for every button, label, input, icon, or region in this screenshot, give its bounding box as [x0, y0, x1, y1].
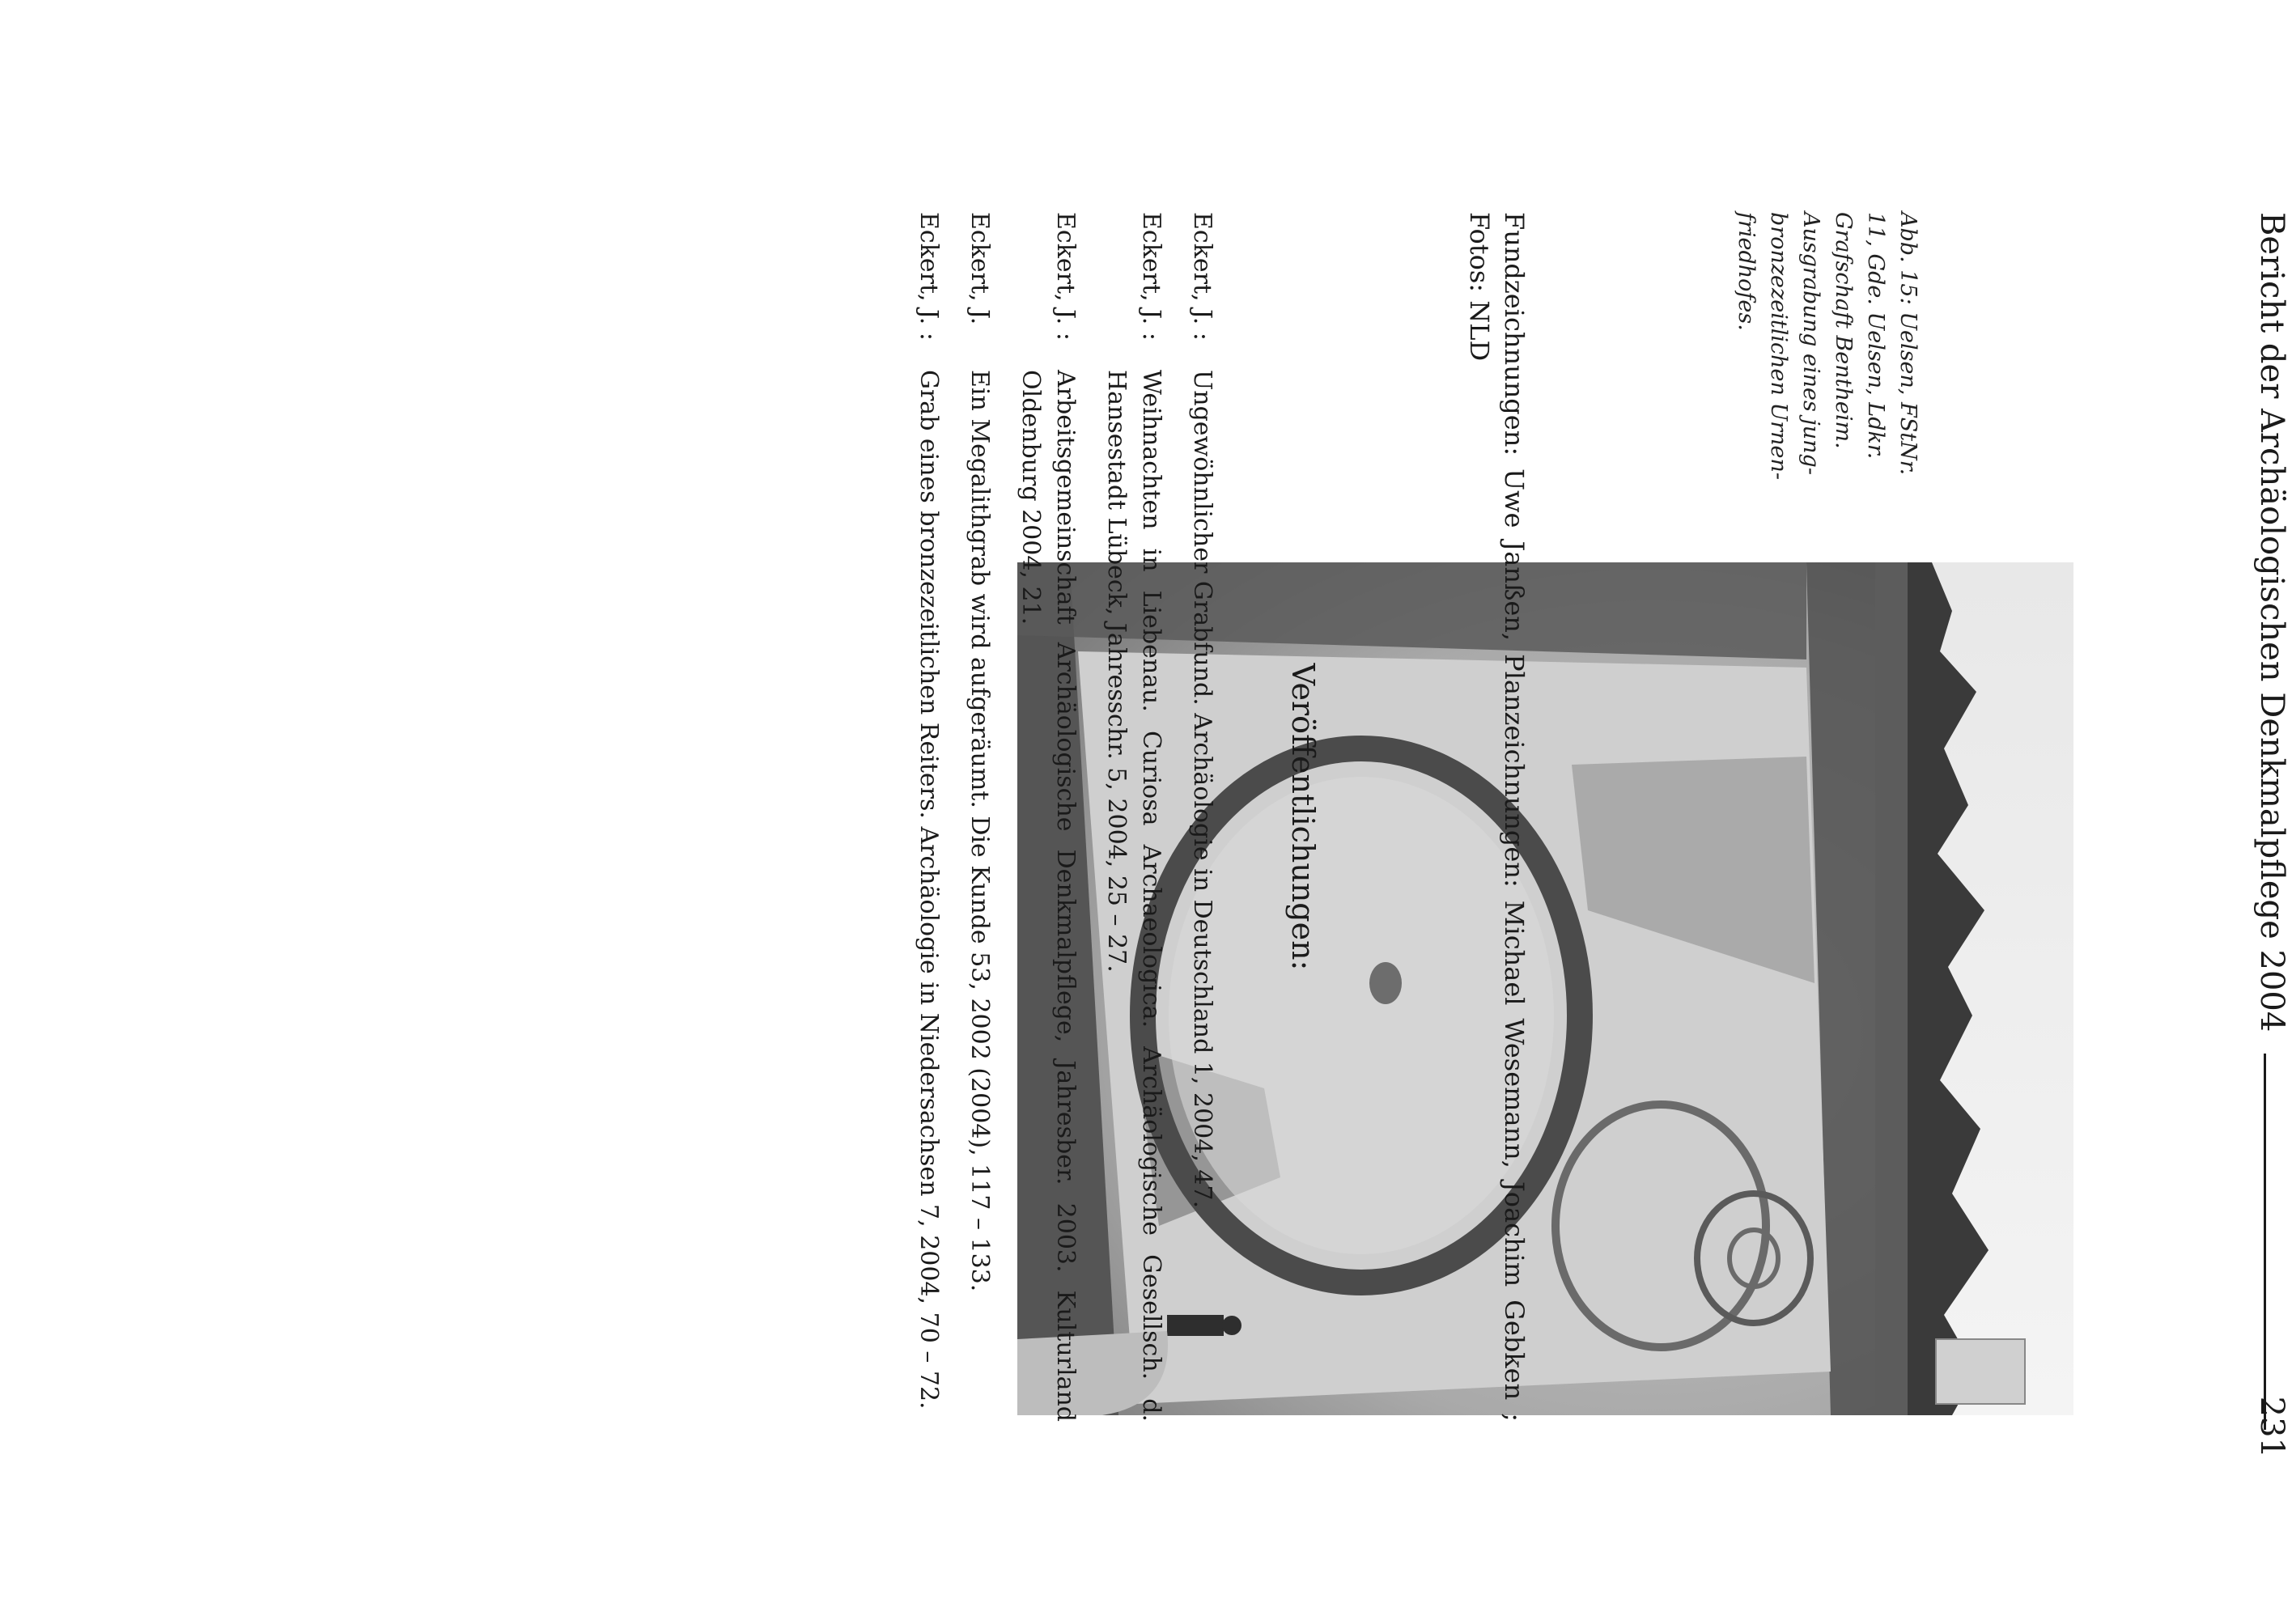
bibliography-author: Eckert, J.	[966, 212, 994, 325]
running-head	[2227, 212, 2292, 1458]
bibliography-text: Ungewöhnlicher Grabfund. Archäologie in Deutschland 1, 2004, 47.	[1188, 370, 1216, 1209]
bibliography	[895, 212, 1220, 1422]
bibliography-entry	[911, 212, 946, 1422]
photo-credits: Fundzeichnungen: Uwe Janßen, Planzeichnungen: Michael Wesemann, Joachim Gebken ; Fotos: NLD	[1464, 212, 1530, 1422]
bibliography-entry	[1185, 212, 1220, 1422]
bibliography-text: Weihnachten in Liebenau. Curiosa Archaeologica. Archäologische Gesellsch. d. Hansestadt Lübeck, Jahresschr. 5, 2004, 25 – 27.	[1102, 370, 1165, 1422]
bibliography-text: Arbeitsgemeinschaft Archäologische Denkmalpflege, Jahresber. 2003. Kulturland Oldenburg 2004, 21.	[1017, 370, 1080, 1422]
bibliography-author: Eckert, J. :	[1137, 212, 1165, 341]
caption-line: bronzezeitlichen Urnen-	[1766, 212, 1791, 481]
caption-line: Abb. 15: Uelsen, FStNr.	[1895, 212, 1921, 476]
running-head-rule	[2264, 1054, 2266, 1430]
bibliography-author: Eckert, J. :	[1188, 212, 1216, 341]
caption-line: Ausgrabung eines jung-	[1798, 212, 1823, 475]
page-number: 231	[2253, 1396, 2290, 1458]
bibliography-author: Eckert, J. :	[1051, 212, 1080, 341]
bibliography-text: Ein Megalithgrab wird aufgeräumt. Die Kunde 53, 2002 (2004), 117 – 133.	[966, 370, 994, 1292]
caption-line: friedhofes.	[1734, 212, 1759, 331]
publications-heading: Veröffentlichungen:	[1285, 663, 1321, 971]
bibliography-text: Grab eines bronzezeitlichen Reiters. Archäologie in Niedersachsen 7, 2004, 70 – 72.	[915, 370, 943, 1410]
bibliography-entry	[1013, 212, 1083, 1422]
caption-line: 11, Gde. Uelsen, Ldkr.	[1863, 212, 1888, 460]
running-head-title: Bericht der Archäologischen Denkmalpflege 2004	[2253, 212, 2290, 1032]
caption-line: Grafschaft Bentheim.	[1831, 212, 1856, 449]
bibliography-author: Eckert, J. :	[915, 212, 943, 341]
bibliography-entry	[1099, 212, 1169, 1422]
figure-caption	[1730, 212, 1924, 552]
bibliography-entry	[962, 212, 997, 1422]
